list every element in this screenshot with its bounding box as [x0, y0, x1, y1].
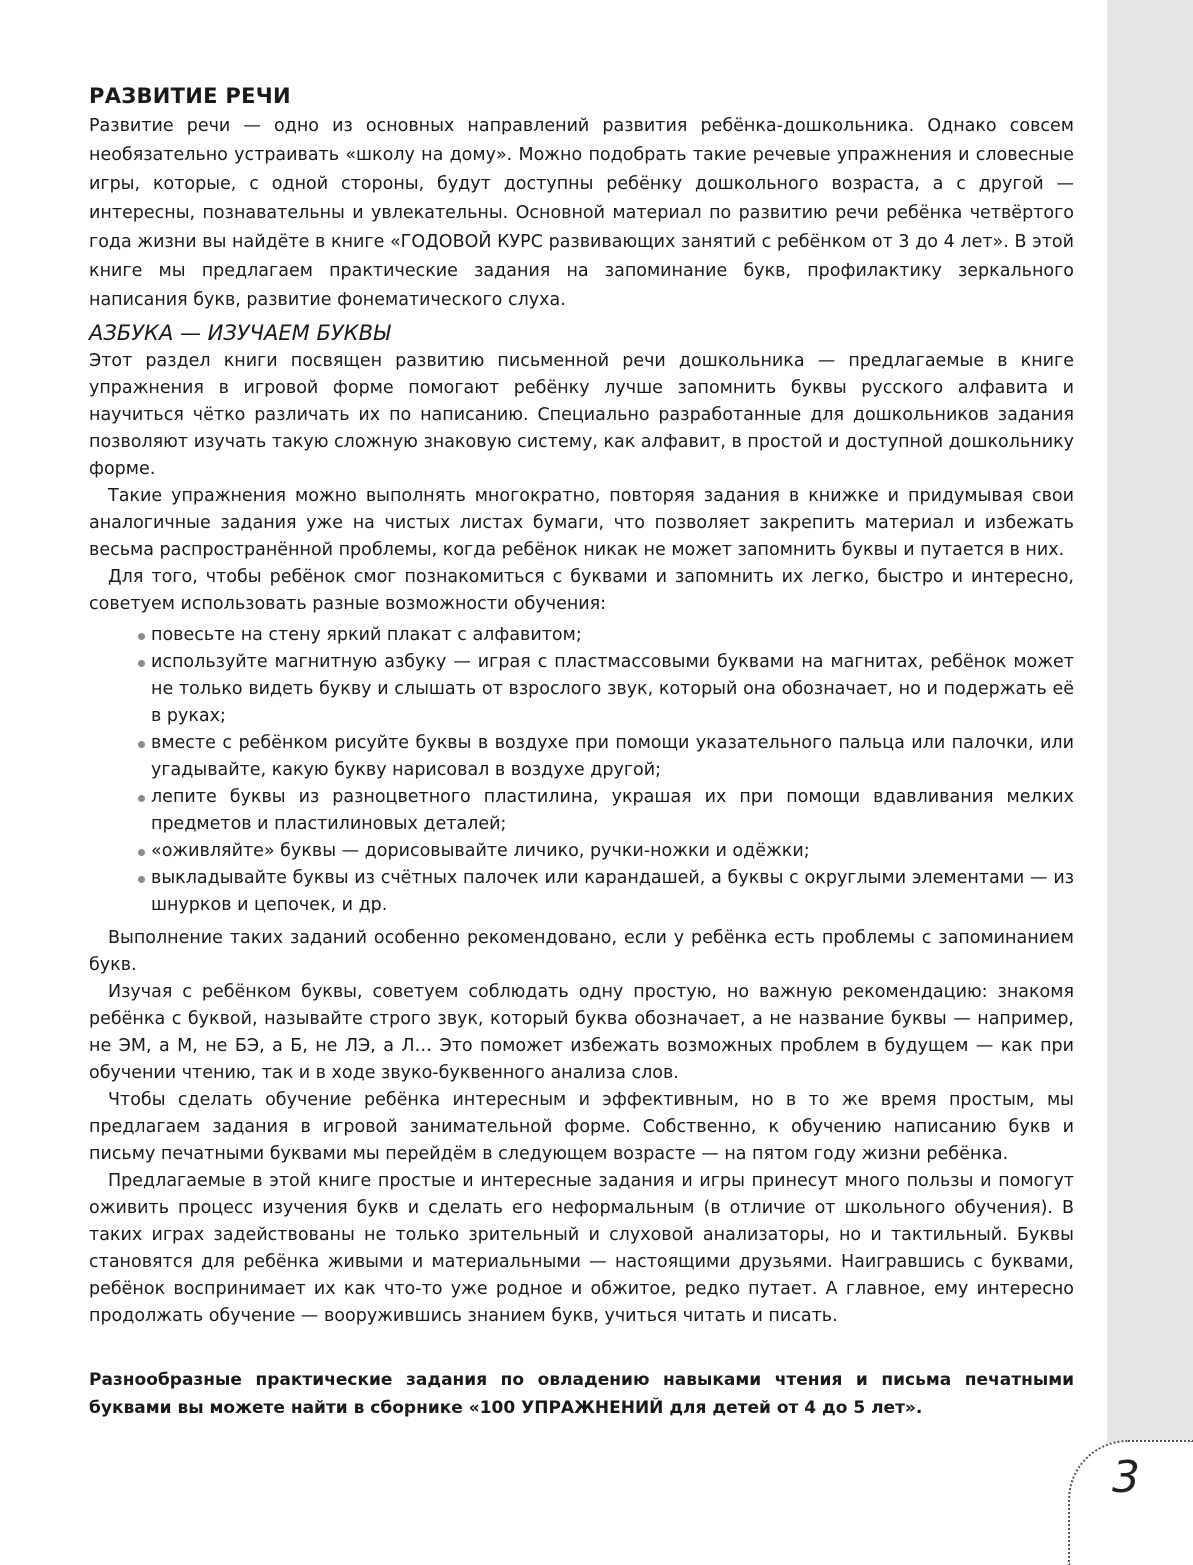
intro-paragraph: Развитие речи — одно из основных направлений развития ребёнка-дошкольника. Однако совсем необязательно устраивать «школу на дому». Можно подобрать такие речевые упражнения и словесные игры, которые, с одной стороны, будут доступны ребёнку дошкольного возраста, а с другой — интересны, познавательны и увлекательны. Основной материал по развитию речи ребёнка четвёртого года жизни вы найдёте в книге «ГОДОВОЙ КУРС развивающих занятий с ребёнком от 3 до 4 лет». В этой книге мы предлагаем практические задания на запоминание букв, профилактику зеркального написания букв, развитие фонематического слуха.: [89, 116, 1074, 310]
page-content: [89, 84, 1074, 1422]
page-number: 3: [1112, 1452, 1140, 1503]
list-item: используйте магнитную азбуку — играя с пластмассовыми буквами на магнитах, ребёнок может не только видеть букву и слышать от взрослого звук, который она обозначает, но и подержать её в руках;: [138, 649, 1074, 730]
closing-note: Разнообразные практические задания по овладению навыками чтения и письма печатными буквами вы можете найти в сборнике «100 УПРАЖНЕНИЙ для детей от 4 до 5 лет».: [89, 1370, 1074, 1418]
list-item: повесьте на стену яркий плакат с алфавитом;: [138, 622, 1074, 649]
subsection-title: АЗБУКА — ИЗУЧАЕМ БУКВЫ: [89, 321, 391, 345]
paragraph: Выполнение таких заданий особенно рекомендовано, если у ребёнка есть проблемы с запоминанием букв.: [89, 928, 1074, 975]
list-item: вместе с ребёнком рисуйте буквы в воздухе при помощи указательного пальца или палочки, или угадывайте, какую букву нарисовал в воздухе другой;: [138, 730, 1074, 784]
paragraph: Предлагаемые в этой книге простые и интересные задания и игры принесут много пользы и помогут оживить процесс изучения букв и сделать его неформальным (в отличие от школьного обучения). В таких играх задействованы не только зрительный и слуховой анализаторы, но и тактильный. Буквы становятся для ребёнка живыми и материальными — настоящими друзьями. Наигравшись с буквами, ребёнок воспринимает их как что-то уже родное и обжитое, редко путает. А главное, ему интересно продолжать обучение — вооружившись знанием букв, учиться читать и писать.: [89, 1171, 1074, 1326]
list-item: выкладывайте буквы из счётных палочек или карандашей, а буквы с округлыми элементами — из шнурков и цепочек, и др.: [138, 865, 1074, 919]
paragraph: Чтобы сделать обучение ребёнка интересным и эффективным, но в то же время простым, мы предлагаем задания в игровой занимательной форме. Собственно, к обучению написанию букв и письму печатными буквами мы перейдём в следующем возрасте — на пятом году жизни ребёнка.: [89, 1090, 1074, 1164]
paragraph: Этот раздел книги посвящен развитию письменной речи дошкольника — предлагаемые в книге упражнения в игровой форме помогают ребёнку лучше запомнить буквы русского алфавита и научиться чётко различать их по написанию. Специально разработанные для дошкольников задания позволяют изучать такую сложную знаковую систему, как алфавит, в простой и доступной дошкольнику форме.: [89, 351, 1074, 479]
paragraph: Для того, чтобы ребёнок смог познакомиться с буквами и запомнить их легко, быстро и интересно, советуем использовать разные возможности обучения:: [89, 567, 1074, 614]
side-tab: [1107, 0, 1193, 1565]
paragraph: Такие упражнения можно выполнять многократно, повторяя задания в книжке и придумывая свои аналогичные задания уже на чистых листах бумаги, что позволяет закрепить материал и избежать весьма распространённой проблемы, когда ребёнок никак не может запомнить буквы и путается в них.: [89, 486, 1074, 560]
list-item: лепите буквы из разноцветного пластилина, украшая их при помощи вдавливания мелких предметов и пластилиновых деталей;: [138, 784, 1074, 838]
section-title: РАЗВИТИЕ РЕЧИ: [89, 84, 291, 108]
paragraph: Изучая с ребёнком буквы, советуем соблюдать одну простую, но важную рекомендацию: знакомя ребёнка с буквой, называйте строго звук, который буква обозначает, а не название буквы — например, не ЭМ, а М, не БЭ, а Б, не ЛЭ, а Л… Это поможет избежать возможных проблем в будущем — как при обучении чтению, так и в ходе звуко-буквенного анализа слов.: [89, 982, 1074, 1083]
tips-list: [138, 622, 1074, 919]
list-item: «оживляйте» буквы — дорисовывайте личико, ручки-ножки и одёжки;: [138, 838, 1074, 865]
